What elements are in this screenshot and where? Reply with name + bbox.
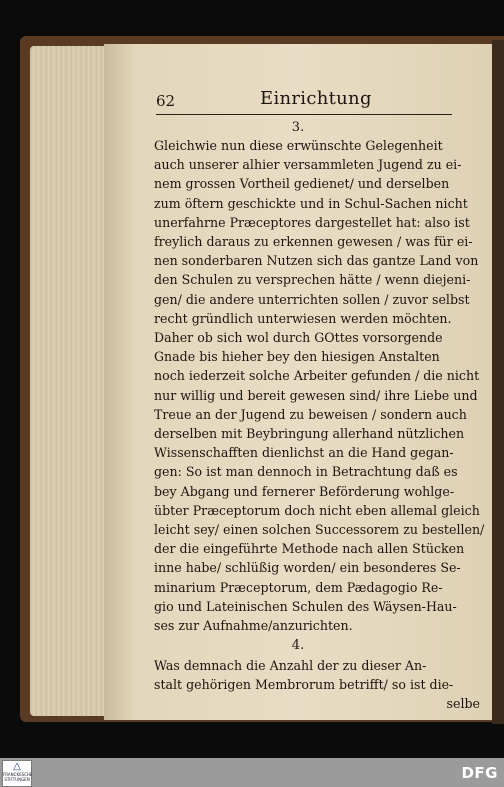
text-line: Wissenschafften dienlichst an die Hand gegan- [154, 445, 454, 461]
section-3-text [154, 136, 486, 635]
text-line: recht gründlich unterwiesen werden möchten. [154, 310, 452, 326]
section-4-text [154, 656, 486, 714]
text-line: übter Præceptorum doch nicht eben allemal gleich [154, 502, 480, 518]
text-line: inne habe/ schlüßig worden/ ein besonderes Se- [154, 560, 461, 576]
text-line: nen sonderbaren Nutzen sich das gantze Land von [154, 253, 479, 269]
text-line: minarium Præceptorum, dem Pædagogio Re- [154, 579, 443, 595]
text-line: der die eingeführte Methode nach allen Stücken [154, 541, 465, 557]
logo-text: FRANCKESCHE STIFTUNGEN [3, 772, 33, 782]
text-line: Was demnach die Anzahl der zu dieser An- [154, 658, 427, 673]
section-number-3: 3. [291, 120, 305, 135]
institution-icon: △ [13, 761, 21, 772]
text-line: derselben mit Beybringung allerhand nützlichen [154, 426, 465, 442]
text-line: stalt gehörigen Membrorum betrifft/ so ist die- [154, 677, 454, 693]
page-number: 62 [156, 92, 176, 110]
running-header: Einrichtung [260, 88, 372, 109]
text-line: nur willig und bereit gewesen sind/ ihre Liebe und [154, 387, 478, 403]
text-line: gen: So ist man dennoch in Betrachtung daß es [154, 464, 458, 480]
section-number-4: 4. [291, 638, 305, 653]
text-line: Gnade bis hieher bey den hiesigen Anstalten [154, 349, 440, 365]
text-line: gio und Lateinischen Schulen des Wäysen-Hau- [154, 598, 457, 614]
text-line: Treue an der Jugend zu beweisen / sondern auch [154, 406, 467, 422]
text-line: nem grossen Vortheil gedienet/ und derselben [154, 176, 450, 192]
text-line: Daher ob sich wol durch GOttes vorsorgende [154, 330, 443, 346]
text-line: leicht sey/ einen solchen Successorem zu bestellen/ [154, 522, 485, 538]
text-line: freylich daraus zu erkennen gewesen / was für ei- [154, 234, 473, 250]
text-line: ses zur Aufnahme/anzurichten. [154, 618, 353, 634]
viewer-footer-bar [0, 758, 504, 787]
header-rule [156, 114, 452, 115]
text-line: Gleichwie nun diese erwünschte Gelegenheit [154, 138, 443, 153]
text-line: zum öftern geschickte und in Schul-Sachen nicht [154, 195, 468, 211]
franckesche-stiftungen-logo[interactable] [2, 760, 32, 787]
catchword: selbe [446, 696, 480, 712]
text-line: auch unserer alhier versammleten Jugend zu ei- [154, 157, 462, 173]
text-line: gen/ die andere unterrichten sollen / zuvor selbst [154, 291, 470, 307]
page-edges [30, 46, 104, 716]
book-page [104, 44, 492, 720]
book-spine-edge [492, 40, 504, 724]
text-line: noch iederzeit solche Arbeiter gefunden / die nicht [154, 368, 480, 384]
text-line: den Schulen zu versprechen hätte / wenn diejeni- [154, 272, 471, 288]
text-line: bey Abgang und fernerer Beförderung wohlge- [154, 483, 455, 499]
dfg-logo[interactable]: DFG [461, 764, 498, 782]
text-line: unerfahrne Præceptores dargestellet hat: also ist [154, 214, 470, 230]
